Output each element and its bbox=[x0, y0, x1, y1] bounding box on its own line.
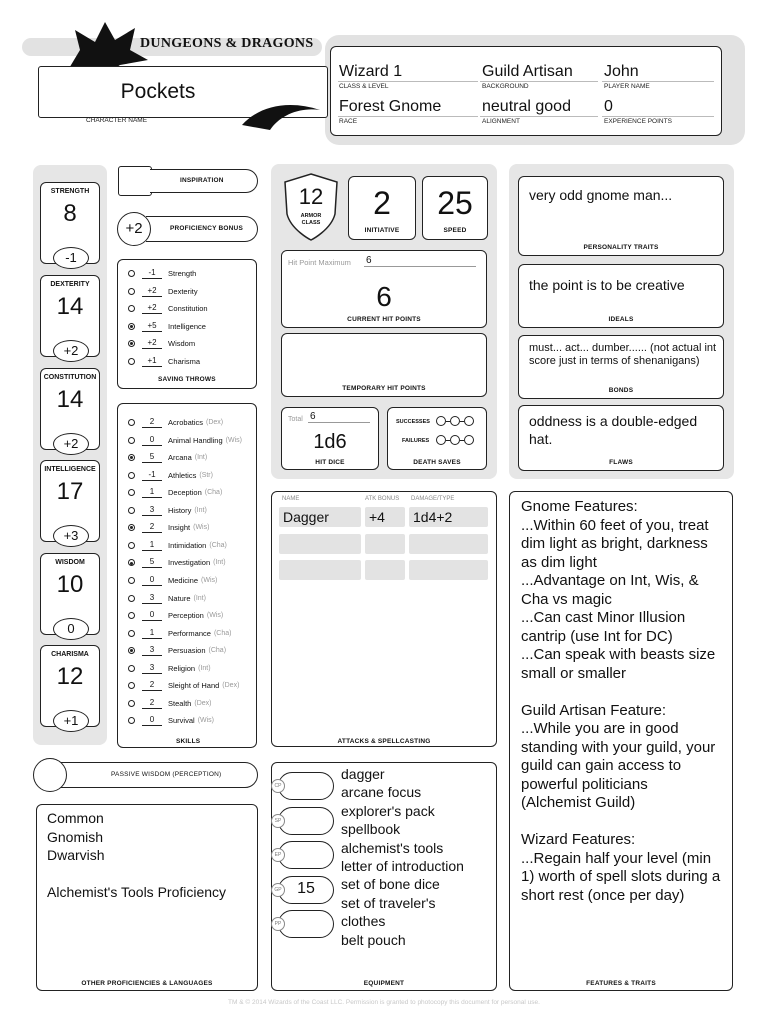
hit-dice-box bbox=[281, 407, 379, 470]
skill-ability: (Int) bbox=[198, 664, 211, 672]
experience-label: EXPERIENCE POINTS bbox=[604, 118, 672, 125]
proficiency-dot[interactable] bbox=[128, 577, 135, 584]
scroll-curl-icon bbox=[240, 95, 325, 135]
skill-value[interactable]: 2 bbox=[142, 417, 162, 428]
initiative-label: INITIATIVE bbox=[364, 227, 400, 234]
skill-row bbox=[128, 625, 231, 642]
skill-name: Nature bbox=[168, 593, 191, 603]
logo-text: DUNGEONS & DRAGONS bbox=[140, 36, 314, 51]
hp-max-label: Hit Point Maximum bbox=[288, 258, 351, 267]
skill-row bbox=[128, 572, 217, 589]
ability-score[interactable]: 14 bbox=[56, 293, 84, 320]
saving-throw-value[interactable]: +2 bbox=[142, 303, 162, 314]
coin-label: CP bbox=[271, 779, 285, 793]
inspiration-banner bbox=[150, 169, 258, 193]
skill-row bbox=[128, 607, 223, 624]
skill-ability: (Dex) bbox=[194, 699, 212, 707]
footer-copyright: TM & © 2014 Wizards of the Coast LLC. Permission is granted to photocopy this document for personal use. bbox=[228, 999, 540, 1006]
proficiency-line bbox=[47, 865, 226, 884]
skill-ability: (Cha) bbox=[204, 489, 223, 497]
coin-value[interactable]: 15 bbox=[297, 879, 315, 897]
race-label: RACE bbox=[339, 118, 358, 125]
bonds-text: must... act... dumber...... (not actual int score just in terms of shenanigans) bbox=[529, 342, 717, 367]
skill-row bbox=[128, 695, 211, 712]
ability-score[interactable]: 8 bbox=[63, 200, 77, 227]
skill-name: Deception bbox=[168, 488, 202, 498]
attack-bonus-cell[interactable] bbox=[365, 534, 405, 554]
skill-name: Insight bbox=[168, 523, 191, 533]
attack-name-cell[interactable] bbox=[279, 560, 361, 580]
feature-line: standing with your guild, your bbox=[521, 738, 716, 756]
coin-sp[interactable] bbox=[274, 807, 334, 835]
coin-ep[interactable] bbox=[274, 841, 334, 869]
proficiency-dot[interactable] bbox=[128, 340, 135, 347]
inspiration-label: INSPIRATION bbox=[180, 177, 224, 184]
skill-row bbox=[128, 502, 207, 519]
ability-score[interactable]: 10 bbox=[56, 571, 84, 598]
ability-name: DEXTERITY bbox=[50, 281, 90, 288]
saving-throw-value[interactable]: -1 bbox=[142, 268, 162, 279]
death-saves-box bbox=[387, 407, 487, 470]
skill-name: Arcana bbox=[168, 453, 192, 463]
speed-label: SPEED bbox=[443, 227, 467, 234]
class-level-label: CLASS & LEVEL bbox=[339, 83, 389, 90]
attacks-header-name: NAME bbox=[282, 496, 300, 502]
ability-name: INTELLIGENCE bbox=[44, 466, 96, 473]
ability-score[interactable]: 17 bbox=[56, 478, 84, 505]
bonds-label: BONDS bbox=[608, 387, 634, 394]
attack-damage-cell[interactable] bbox=[409, 534, 488, 554]
passive-wisdom-label: PASSIVE WISDOM (PERCEPTION) bbox=[111, 771, 222, 778]
proficiencies-label: OTHER PROFICIENCIES & LANGUAGES bbox=[81, 980, 213, 987]
feature-line: dim light as bright, darkness bbox=[521, 535, 708, 552]
personality-traits-box[interactable] bbox=[518, 176, 724, 256]
feature-line: guild can gain access to bbox=[521, 757, 682, 774]
proficiency-bonus-value[interactable]: +2 bbox=[117, 212, 151, 246]
attacks-header-bonus: ATK BONUS bbox=[365, 496, 400, 502]
skill-name: Survival bbox=[168, 716, 195, 726]
proficiency-dot[interactable] bbox=[128, 323, 135, 330]
proficiencies-text bbox=[47, 809, 226, 902]
feature-line: small or smaller bbox=[521, 664, 627, 682]
skill-name: Investigation bbox=[168, 558, 211, 568]
proficiency-dot[interactable] bbox=[128, 700, 135, 707]
feature-line: as dim light bbox=[521, 553, 597, 571]
ability-constitution bbox=[40, 368, 100, 450]
death-saves-label: DEATH SAVES bbox=[413, 459, 461, 466]
skill-ability: (Str) bbox=[199, 471, 213, 479]
race-value[interactable]: Forest Gnome bbox=[339, 98, 442, 115]
feature-line: cantrip (use Int for DC) bbox=[521, 627, 673, 645]
proficiency-dot[interactable] bbox=[128, 358, 135, 365]
saving-throw-row bbox=[128, 283, 198, 300]
proficiency-dot[interactable] bbox=[128, 454, 135, 461]
character-name-label: CHARACTER NAME bbox=[86, 117, 148, 124]
character-name[interactable]: Pockets bbox=[120, 80, 196, 103]
skills-label: SKILLS bbox=[176, 738, 201, 745]
coin-label: SP bbox=[271, 814, 285, 828]
armor-class-label: ARMOR CLASS bbox=[300, 213, 322, 226]
proficiency-line: Alchemist's Tools Proficiency bbox=[47, 884, 227, 900]
success-checkboxes[interactable] bbox=[436, 416, 474, 426]
ability-score[interactable]: 14 bbox=[56, 386, 84, 413]
skill-value[interactable]: 3 bbox=[142, 505, 162, 516]
equipment-item: set of traveler's bbox=[341, 894, 436, 911]
speed-box bbox=[422, 176, 488, 240]
proficiency-dot[interactable] bbox=[128, 489, 135, 496]
equipment-item: clothes bbox=[341, 913, 386, 930]
skill-value[interactable]: 2 bbox=[142, 680, 162, 691]
flaws-text: oddness is a double-edged hat. bbox=[529, 413, 698, 447]
skill-value[interactable]: -1 bbox=[142, 470, 162, 481]
skill-value[interactable]: 1 bbox=[142, 487, 162, 498]
skill-value[interactable]: 2 bbox=[142, 522, 162, 533]
saving-throw-name: Constitution bbox=[168, 304, 208, 313]
proficiency-dot[interactable] bbox=[128, 270, 135, 277]
attack-damage-cell[interactable] bbox=[409, 560, 488, 580]
ability-strength bbox=[40, 182, 100, 264]
equipment-item: dagger bbox=[341, 766, 385, 782]
attack-name-cell[interactable]: Dagger bbox=[279, 507, 361, 527]
personality-traits-text: very odd gnome man... bbox=[529, 187, 673, 203]
skill-name: Perception bbox=[168, 611, 204, 621]
skill-ability: (Wis) bbox=[197, 717, 215, 725]
skill-row bbox=[128, 519, 209, 536]
skill-value[interactable]: 5 bbox=[142, 557, 162, 568]
skill-value[interactable]: 2 bbox=[142, 698, 162, 709]
proficiency-dot[interactable] bbox=[128, 682, 135, 689]
feature-line: ...Regain half your level (min bbox=[521, 849, 712, 867]
skill-ability: (Int) bbox=[194, 454, 208, 462]
ability-score[interactable]: 12 bbox=[56, 663, 84, 690]
coin-label: EP bbox=[271, 848, 285, 862]
player-name-value[interactable]: John bbox=[604, 63, 639, 80]
equipment-item: belt pouch bbox=[341, 931, 406, 948]
saving-throw-row bbox=[128, 265, 196, 282]
passive-wisdom-value[interactable] bbox=[33, 758, 67, 792]
skill-row bbox=[128, 712, 214, 729]
skill-value[interactable]: 3 bbox=[142, 593, 162, 604]
features-text bbox=[521, 498, 731, 905]
skill-name: Persuasion bbox=[168, 646, 206, 656]
skill-ability: (Cha) bbox=[209, 541, 227, 549]
feature-line: ...Within 60 feet of you, treat bbox=[521, 516, 709, 534]
ability-charisma bbox=[40, 645, 100, 727]
proficiency-dot[interactable] bbox=[128, 288, 135, 295]
inspiration-box[interactable] bbox=[118, 166, 152, 196]
skill-ability: (Int) bbox=[194, 506, 207, 514]
skill-value[interactable]: 3 bbox=[142, 645, 162, 656]
ability-name: STRENGTH bbox=[50, 188, 90, 195]
initiative-box bbox=[348, 176, 416, 240]
ability-modifier[interactable]: +3 bbox=[53, 525, 89, 547]
skill-row bbox=[128, 660, 211, 677]
ability-name: CONSTITUTION bbox=[43, 374, 97, 381]
initiative-value[interactable]: 2 bbox=[373, 185, 391, 221]
skill-value[interactable]: 5 bbox=[142, 452, 162, 463]
proficiency-dot[interactable] bbox=[128, 524, 135, 531]
failure-checkboxes[interactable] bbox=[436, 435, 474, 445]
skill-value[interactable]: 0 bbox=[142, 610, 162, 621]
feature-line: ...Advantage on Int, Wis, & bbox=[521, 572, 699, 589]
skill-name: History bbox=[168, 505, 192, 515]
skill-name: Religion bbox=[168, 663, 196, 673]
feature-line: Wizard Features: bbox=[521, 831, 636, 848]
saving-throw-value[interactable]: +2 bbox=[142, 286, 162, 297]
hit-dice-value[interactable]: 1d6 bbox=[313, 431, 347, 453]
coin-pp[interactable] bbox=[274, 910, 334, 938]
skill-row bbox=[128, 414, 223, 431]
skill-row bbox=[128, 449, 207, 466]
feature-line: Guild Artisan Feature: bbox=[521, 701, 667, 719]
saving-throw-name: Strength bbox=[168, 269, 197, 278]
skill-ability: (Cha) bbox=[208, 647, 227, 655]
temp-hp-box[interactable] bbox=[281, 333, 487, 397]
feature-line: ...While you are in good bbox=[521, 720, 679, 737]
armor-class-value[interactable]: 12 bbox=[298, 184, 324, 209]
saving-throw-name: Intelligence bbox=[168, 321, 206, 331]
skill-ability: (Dex) bbox=[222, 682, 240, 690]
saving-throw-value[interactable]: +5 bbox=[142, 321, 162, 332]
feature-line: Gnome Features: bbox=[521, 498, 638, 515]
skill-row bbox=[128, 484, 222, 501]
proficiency-dot[interactable] bbox=[128, 305, 135, 312]
personality-traits-label: PERSONALITY TRAITS bbox=[583, 244, 659, 251]
skill-ability: (Wis) bbox=[225, 436, 242, 444]
attacks-label: ATTACKS & SPELLCASTING bbox=[337, 738, 431, 745]
saving-throw-value[interactable]: +1 bbox=[142, 356, 162, 367]
proficiency-dot[interactable] bbox=[128, 437, 135, 444]
equipment-list bbox=[341, 765, 464, 949]
ideals-box[interactable] bbox=[518, 264, 724, 328]
skill-value[interactable]: 1 bbox=[142, 540, 162, 551]
skill-ability: (Cha) bbox=[213, 629, 232, 637]
skill-name: Medicine bbox=[168, 575, 199, 585]
feature-line bbox=[521, 813, 731, 832]
feature-line: (Alchemist Guild) bbox=[521, 794, 636, 811]
proficiency-banner bbox=[146, 216, 258, 242]
coin-gp[interactable] bbox=[274, 876, 334, 904]
saving-throw-row bbox=[128, 318, 206, 335]
skill-name: Animal Handling bbox=[168, 435, 223, 445]
failures-label: FAILURES bbox=[402, 438, 430, 444]
ability-dexterity bbox=[40, 275, 100, 357]
skill-row bbox=[128, 590, 206, 607]
alignment-label: ALIGNMENT bbox=[482, 118, 520, 125]
proficiency-dot[interactable] bbox=[128, 507, 135, 514]
background-value[interactable]: Guild Artisan bbox=[482, 63, 573, 80]
skill-ability: (Wis) bbox=[206, 612, 224, 620]
equipment-item: explorer's pack bbox=[341, 802, 435, 819]
equipment-item: alchemist's tools bbox=[341, 839, 444, 856]
passive-wisdom-banner bbox=[36, 762, 258, 788]
skill-row bbox=[128, 467, 213, 484]
ability-name: WISDOM bbox=[55, 559, 85, 566]
proficiency-dot[interactable] bbox=[128, 612, 135, 619]
feature-line: ...Can speak with beasts size bbox=[521, 646, 716, 663]
attack-name-cell[interactable] bbox=[279, 534, 361, 554]
equipment-item: letter of introduction bbox=[341, 858, 464, 875]
skill-ability: (Int) bbox=[193, 594, 206, 602]
skill-row bbox=[128, 432, 242, 449]
hit-dice-total-label: Total bbox=[288, 416, 303, 423]
feature-line: Cha vs magic bbox=[521, 590, 612, 608]
flaws-box[interactable] bbox=[518, 405, 724, 471]
saving-throw-name: Dexterity bbox=[168, 286, 198, 296]
skill-name: Sleight of Hand bbox=[168, 681, 220, 691]
feature-line bbox=[521, 683, 731, 702]
skill-name: Athletics bbox=[168, 470, 197, 480]
ability-wisdom bbox=[40, 553, 100, 635]
equipment-item: arcane focus bbox=[341, 784, 422, 801]
speed-value[interactable]: 25 bbox=[437, 185, 473, 221]
ability-modifier[interactable]: -1 bbox=[53, 247, 89, 269]
proficiency-dot[interactable] bbox=[128, 717, 135, 724]
ability-modifier[interactable]: +2 bbox=[53, 340, 89, 362]
attack-bonus-cell[interactable] bbox=[365, 560, 405, 580]
proficiency-line: Common bbox=[47, 810, 104, 826]
skill-ability: (Dex) bbox=[206, 419, 224, 426]
attacks-box bbox=[271, 491, 497, 747]
bonds-box[interactable] bbox=[518, 335, 724, 399]
hit-dice-total-value[interactable]: 6 bbox=[308, 411, 370, 423]
equipment-item: set of bone dice bbox=[341, 876, 440, 893]
skill-ability: (Wis) bbox=[193, 524, 210, 532]
ideals-label: IDEALS bbox=[608, 316, 634, 323]
skill-value[interactable]: 1 bbox=[142, 628, 162, 639]
proficiency-dot[interactable] bbox=[128, 595, 135, 602]
class-level-value[interactable]: Wizard 1 bbox=[339, 63, 403, 80]
ability-name: CHARISMA bbox=[51, 651, 89, 658]
flaws-label: FLAWS bbox=[609, 459, 633, 466]
skill-name: Intimidation bbox=[168, 540, 207, 550]
player-name-label: PLAYER NAME bbox=[604, 83, 650, 90]
saving-throw-name: Charisma bbox=[168, 356, 201, 366]
features-label: FEATURES & TRAITS bbox=[586, 980, 656, 987]
proficiency-dot[interactable] bbox=[128, 419, 135, 426]
skill-row bbox=[128, 537, 227, 554]
feature-line: short rest (once per day) bbox=[521, 886, 685, 904]
proficiency-dot[interactable] bbox=[128, 665, 135, 672]
saving-throw-row bbox=[128, 300, 208, 317]
feature-line: powerful politicians bbox=[521, 775, 648, 793]
coin-label: GP bbox=[271, 883, 285, 897]
feature-line: ...Can cast Minor Illusion bbox=[521, 609, 686, 626]
skill-value[interactable]: 0 bbox=[142, 575, 162, 586]
feature-line: 1) worth of spell slots during a bbox=[521, 868, 721, 885]
skill-name: Performance bbox=[168, 628, 211, 638]
equipment-item: spellbook bbox=[341, 821, 401, 838]
equipment-label: EQUIPMENT bbox=[363, 980, 405, 987]
current-hp-box bbox=[281, 250, 487, 328]
skill-name: Acrobatics bbox=[168, 418, 204, 427]
proficiency-line: Gnomish bbox=[47, 828, 104, 845]
skill-row bbox=[128, 642, 226, 659]
current-hp-label: CURRENT HIT POINTS bbox=[347, 316, 421, 323]
ability-modifier[interactable]: 0 bbox=[53, 618, 89, 640]
skill-ability: (Int) bbox=[213, 559, 226, 567]
proficiency-dot[interactable] bbox=[128, 647, 135, 654]
proficiency-label: PROFICIENCY BONUS bbox=[170, 225, 243, 232]
hp-max-value[interactable]: 6 bbox=[364, 255, 476, 267]
proficiency-line: Dwarvish bbox=[47, 847, 105, 863]
skill-row bbox=[128, 554, 226, 571]
coin-cp[interactable] bbox=[274, 772, 334, 800]
alignment-value[interactable]: neutral good bbox=[482, 98, 571, 115]
background-label: BACKGROUND bbox=[482, 83, 529, 90]
attack-bonus-cell[interactable]: +4 bbox=[365, 507, 405, 527]
attack-damage-cell[interactable]: 1d4+2 bbox=[409, 507, 488, 527]
ability-modifier[interactable]: +2 bbox=[53, 433, 89, 455]
ability-modifier[interactable]: +1 bbox=[53, 710, 89, 732]
skill-ability: (Wis) bbox=[201, 576, 218, 584]
skill-row bbox=[128, 677, 239, 694]
saving-throw-name: Wisdom bbox=[168, 339, 196, 348]
ability-intelligence bbox=[40, 460, 100, 542]
successes-label: SUCCESSES bbox=[396, 419, 430, 425]
proficiency-dot[interactable] bbox=[128, 630, 135, 637]
temp-hp-label: TEMPORARY HIT POINTS bbox=[342, 385, 426, 392]
skill-value[interactable]: 0 bbox=[142, 435, 162, 446]
proficiency-dot[interactable] bbox=[128, 542, 135, 549]
coin-label: PP bbox=[271, 917, 285, 931]
current-hp-value[interactable]: 6 bbox=[376, 281, 392, 312]
proficiency-dot[interactable] bbox=[128, 559, 135, 566]
skill-name: Stealth bbox=[168, 698, 192, 708]
saving-throw-value[interactable]: +2 bbox=[142, 338, 162, 349]
saving-throw-row bbox=[128, 335, 195, 352]
saving-throw-row bbox=[128, 353, 200, 370]
skill-value[interactable]: 3 bbox=[142, 663, 162, 674]
proficiency-dot[interactable] bbox=[128, 472, 135, 479]
saving-throws-label: SAVING THROWS bbox=[158, 376, 216, 383]
skill-value[interactable]: 0 bbox=[142, 715, 162, 726]
ideals-text: the point is to be creative bbox=[529, 277, 685, 293]
hit-dice-label: HIT DICE bbox=[315, 459, 345, 466]
attacks-header-damage: DAMAGE/TYPE bbox=[411, 496, 455, 502]
experience-value[interactable]: 0 bbox=[604, 98, 613, 115]
